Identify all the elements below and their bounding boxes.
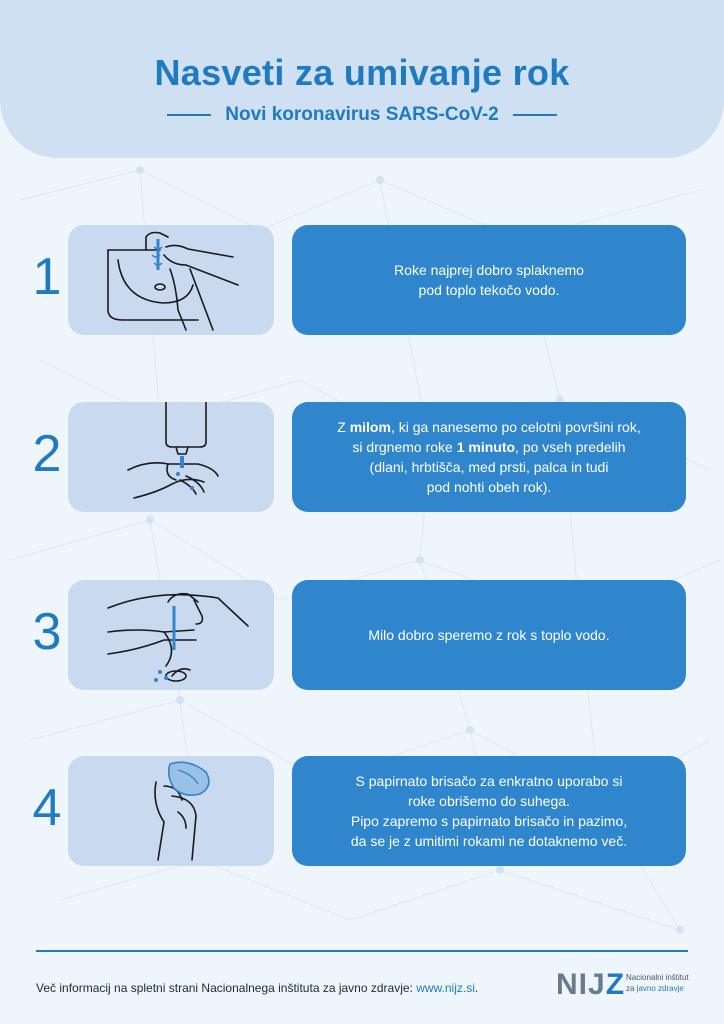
logo-mark: NIJZ (556, 968, 626, 1001)
footer-divider (36, 950, 688, 952)
text-line: pod toplo tekočo vodo. (418, 282, 560, 298)
footer-period: . (474, 981, 479, 995)
rinse-hands-icon (68, 580, 274, 690)
nijz-logo (556, 966, 696, 1008)
step-1-text (292, 225, 686, 335)
header-banner (0, 0, 724, 158)
text-line (337, 417, 641, 437)
step-4-text (292, 756, 686, 866)
step-number: 3 (32, 603, 62, 661)
text-line: S papirnato brisačo za enkratno uporabo si (355, 773, 623, 789)
paper-towel-dry-icon (68, 756, 274, 866)
text-line (337, 437, 641, 457)
soap-dispenser-icon (68, 402, 274, 512)
text-line (337, 477, 641, 497)
step-3-text (292, 580, 686, 690)
step-2-text (292, 402, 686, 512)
text-segment: (dlani, hrbtišča, med prsti, palca in tudi (369, 459, 609, 475)
step-number: 2 (32, 425, 62, 483)
footer-text: Več informacij na spletni strani Nacionalnega inštituta za javno zdravje: (36, 981, 417, 995)
text-line: roke obrišemo do suhega. (408, 793, 570, 809)
subtitle-rule-right (513, 114, 557, 116)
text-line (337, 457, 641, 477)
text-line: Pipo zapremo s papirnato brisačo in pazimo, (350, 813, 628, 829)
rich-text-block (337, 417, 641, 497)
step-3 (0, 580, 724, 692)
step-4 (0, 756, 724, 868)
step-2 (0, 402, 724, 514)
text-segment: , ki ga nanesemo po celotni površini rok, (390, 419, 641, 435)
page-title: Nasveti za umivanje rok (154, 52, 570, 93)
website-link[interactable]: www.nijz.si (416, 981, 475, 995)
bold-text: 1 minuto (456, 439, 516, 455)
bold-text: milom (349, 419, 391, 435)
footer-info (36, 981, 478, 995)
subtitle-row (0, 104, 724, 126)
step-1 (0, 225, 724, 337)
text-segment: si drgnemo roke (352, 439, 457, 455)
step-number: 1 (32, 248, 62, 306)
page-subtitle: Novi koronavirus SARS-CoV-2 (225, 104, 499, 125)
text-segment: Z (337, 419, 350, 435)
logo-text: Nacionalni inštitut za javno zdravje (626, 973, 689, 993)
text-segment: , po vseh predelih (515, 439, 626, 455)
text-line: Roke najprej dobro splaknemo (394, 262, 584, 278)
hands-under-faucet-icon (68, 225, 274, 335)
subtitle-rule-left (167, 114, 211, 116)
text-line: Milo dobro speremo z rok s toplo vodo. (368, 627, 610, 643)
text-line: da se je z umitimi rokami ne dotaknemo več. (350, 833, 628, 849)
step-number: 4 (32, 779, 62, 837)
text-segment: pod nohti obeh rok). (426, 479, 552, 495)
